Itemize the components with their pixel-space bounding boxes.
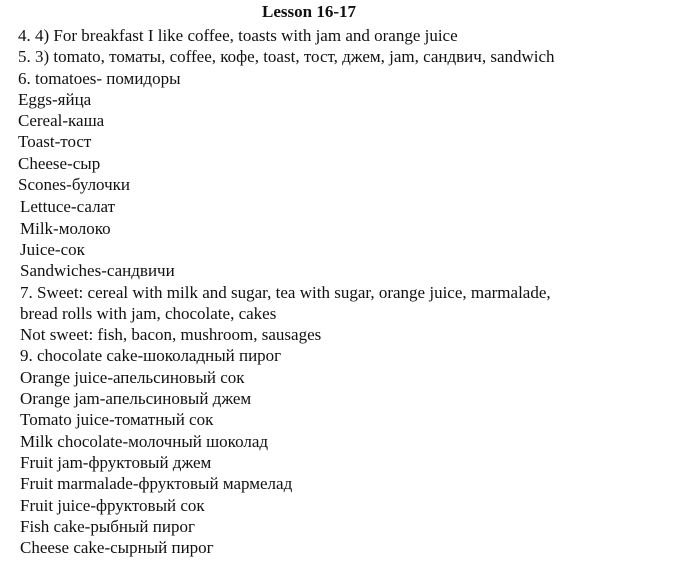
- text-line: Fruit juice-фруктовый сок: [20, 495, 205, 515]
- text-line: Eggs-яйца: [18, 89, 92, 109]
- text-line: Lettuce-салат: [20, 197, 116, 217]
- text-line: Toast-тост: [18, 132, 92, 152]
- page-title: Lesson 16-17: [262, 2, 356, 21]
- text-line: Juice-сок: [20, 239, 85, 259]
- text-line: Cheese-сыр: [18, 153, 101, 173]
- text-line: Milk chocolate-молочный шоколад: [20, 431, 269, 451]
- text-line: Orange jam-апельсиновый джем: [20, 389, 252, 409]
- text-line: Milk-молоко: [20, 218, 111, 238]
- text-line: Tomato juice-томатный сок: [20, 410, 214, 430]
- text-line: 5. 3) tomato, томаты, coffee, кофе, toast, тост, джем, jam, сандвич, sandwich: [18, 47, 555, 67]
- text-line: Not sweet: fish, bacon, mushroom, sausages: [20, 325, 322, 345]
- text-line: Scones-булочки: [18, 175, 131, 195]
- text-line: Fish cake-рыбный пирог: [20, 516, 195, 536]
- text-line: 7. Sweet: cereal with milk and sugar, tea with sugar, orange juice, marmalade,: [20, 282, 551, 302]
- text-line: Cereal-каша: [18, 111, 105, 131]
- text-line: Fruit marmalade-фруктовый мармелад: [20, 474, 293, 494]
- text-line: Orange juice-апельсиновый сок: [20, 367, 245, 387]
- text-lines: [0, 25, 695, 558]
- text-line: Cheese cake-сырный пирог: [20, 538, 214, 558]
- text-line: 6. tomatoes- помидоры: [18, 68, 181, 88]
- text-line: 9. chocolate cake-шоколадный пирог: [20, 346, 282, 366]
- text-line: bread rolls with jam, chocolate, cakes: [20, 303, 277, 323]
- text-line: 4. 4) For breakfast I like coffee, toasts with jam and orange juice: [18, 26, 458, 45]
- text-line: Fruit jam-фруктовый джем: [20, 452, 212, 472]
- text-line: Sandwiches-сандвичи: [20, 261, 175, 281]
